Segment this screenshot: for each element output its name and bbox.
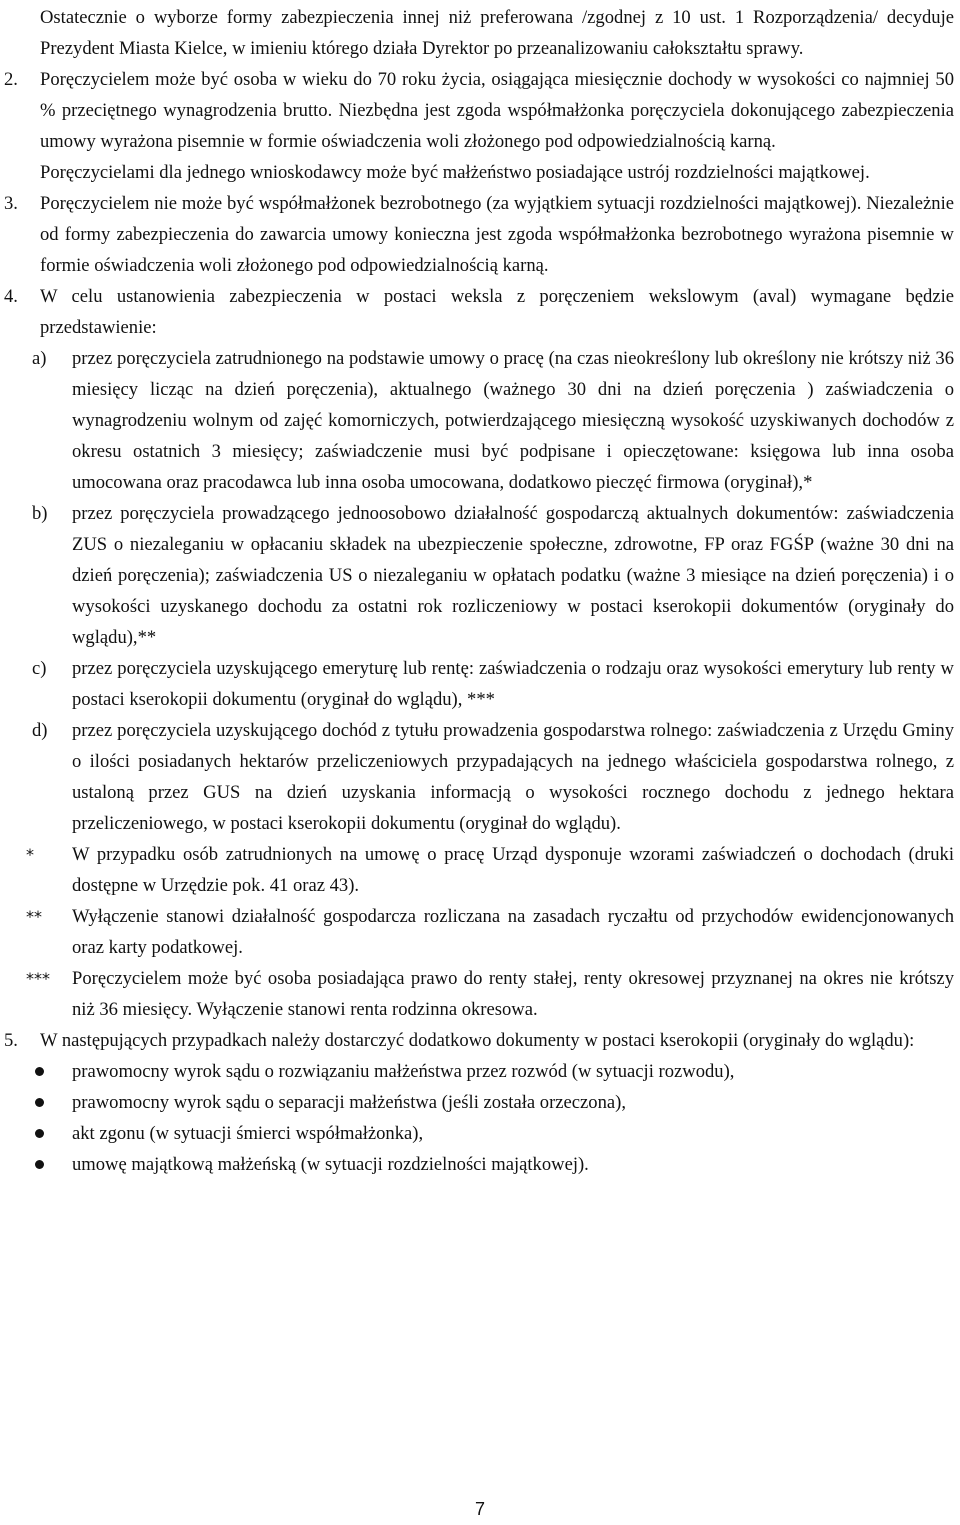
list-item-text: W celu ustanowienia zabezpieczenia w postaci weksla z poręczeniem wekslowym (aval) wymagane będzie przedstawienie: xyxy=(40,286,954,338)
list-item-3 xyxy=(0,188,960,281)
list-marker: 2. xyxy=(4,69,18,90)
footnote-triple-asterisk xyxy=(0,963,960,1025)
sub-item-c xyxy=(0,653,960,715)
list-item-5 xyxy=(0,1025,960,1056)
bullet-dot-icon xyxy=(35,1098,44,1107)
list-item-4 xyxy=(0,281,960,343)
footnote-double-asterisk xyxy=(0,901,960,963)
sub-marker: d) xyxy=(32,720,48,741)
bullet-item xyxy=(0,1087,960,1118)
bullet-marker xyxy=(0,1056,72,1087)
bullet-item xyxy=(0,1149,960,1180)
bullet-text: prawomocny wyrok sądu o rozwiązaniu małżeństwa przez rozwód (w sytuacji rozwodu), xyxy=(72,1061,735,1082)
list-item-2 xyxy=(0,64,960,157)
footnote-marker: * xyxy=(26,845,34,864)
list-item-continuation: Poręczycielami dla jednego wnioskodawcy może być małżeństwo posiadające ustrój rozdzielności majątkowej. xyxy=(40,162,870,183)
list-marker: 4. xyxy=(4,286,18,307)
sub-item-a xyxy=(0,343,960,498)
sub-marker: a) xyxy=(32,348,47,369)
list-item-text: Poręczycielem nie może być współmałżonek bezrobotnego (za wyjątkiem sytuacji rozdzielności majątkowej). Niezależnie od formy zabezpieczenia do zawarcia umowy konieczna jest zgoda współmałżonka bezrobotnego wyrażona pisemnie w formie oświadczenia woli złożonego pod odpowiedzialnością karną. xyxy=(40,193,954,276)
footnote-marker: *** xyxy=(26,969,50,988)
page-number: 7 xyxy=(474,1499,485,1519)
bullet-text: umowę majątkową małżeńską (w sytuacji rozdzielności majątkowej). xyxy=(72,1154,589,1175)
footnote-text: Wyłączenie stanowi działalność gospodarcza rozliczana na zasadach ryczałtu od przychodów ewidencjonowanych oraz karty podatkowej. xyxy=(72,906,954,958)
bullet-item xyxy=(0,1056,960,1087)
list-item-text: W następujących przypadkach należy dostarczyć dodatkowo dokumenty w postaci kserokopii (oryginały do wglądu): xyxy=(40,1030,915,1051)
sub-item-text: przez poręczyciela zatrudnionego na podstawie umowy o pracę (na czas nieokreślony lub określony nie krótszy niż 36 miesięcy licząc na dzień poręczenia), aktualnego (ważnego 30 dni na dzień poręczenia ) zaświadczenia o wynagrodzeniu wolnym od zajęć komorniczych, potwierdzającego miesięczną wysokość uzyskiwanych dochodów z okresu ostatnich 3 miesięcy; zaświadczenie musi być podpisane i opieczętowane: księgowa lub inna osoba umocowana oraz pracodawca lub inna osoba umocowana, dodatkowo pieczęć firmowa (oryginał),* xyxy=(72,348,954,493)
intro-paragraph: Ostatecznie o wyborze formy zabezpieczenia innej niż preferowana /zgodnej z 10 ust. 1 Rozporządzenia/ decyduje Prezydent Miasta Kielce, w imieniu którego działa Dyrektor po przeanalizowaniu całokształtu sprawy. xyxy=(40,7,954,59)
bullet-text: prawomocny wyrok sądu o separacji małżeństwa (jeśli została orzeczona), xyxy=(72,1092,626,1113)
bullet-marker xyxy=(0,1087,72,1118)
bullet-dot-icon xyxy=(35,1160,44,1169)
bullet-item xyxy=(0,1118,960,1149)
bullet-marker xyxy=(0,1118,72,1149)
footnote-marker: ** xyxy=(26,907,42,926)
sub-marker: b) xyxy=(32,503,48,524)
footnote-single-asterisk xyxy=(0,839,960,901)
bullet-dot-icon xyxy=(35,1067,44,1076)
sub-item-text: przez poręczyciela prowadzącego jednoosobowo działalność gospodarczą aktualnych dokumentów: zaświadczenia ZUS o niezaleganiu w opłacaniu składek na ubezpieczenie społeczne, zdrowotne, FP oraz FGŚP (ważne 30 dni na dzień poręczenia); zaświadczenia US o niezaleganiu w opłatach podatku (ważne 3 miesiące na dzień poręczenia) i o wysokości uzyskanego dochodu za ostatni rok rozliczeniowy w postaci kserokopii dokumentów (oryginały do wglądu),** xyxy=(72,503,954,648)
bullet-dot-icon xyxy=(35,1129,44,1138)
sub-item-text: przez poręczyciela uzyskującego dochód z tytułu prowadzenia gospodarstwa rolnego: zaświadczenia z Urzędu Gminy o ilości posiadanych hektarów przeliczeniowych przypadających na jednego właściciela gospodarstwa rolnego, z ustaloną przez GUS na dzień uzyskania informacją o wysokości rocznego dochodu z jednego hektara przeliczeniowego, w postaci kserokopii dokumentu (oryginał do wglądu). xyxy=(72,720,954,834)
sub-item-b xyxy=(0,498,960,653)
bullet-text: akt zgonu (w sytuacji śmierci współmałżonka), xyxy=(72,1123,424,1144)
sub-marker: c) xyxy=(32,658,47,679)
bullet-marker xyxy=(0,1149,72,1180)
sub-item-d xyxy=(0,715,960,839)
list-marker: 3. xyxy=(4,193,18,214)
list-marker: 5. xyxy=(4,1030,18,1051)
footnote-text: W przypadku osób zatrudnionych na umowę o pracę Urząd dysponuje wzorami zaświadczeń o dochodach (druki dostępne w Urzędzie pok. 41 oraz 43). xyxy=(72,844,954,896)
list-item-text: Poręczycielem może być osoba w wieku do 70 roku życia, osiągająca miesięcznie dochody w wysokości co najmniej 50 % przeciętnego wynagrodzenia brutto. Niezbędna jest zgoda współmałżonka poręczyciela dokonującego zabezpieczenia umowy wyrażona pisemnie w formie oświadczenia woli złożonego pod odpowiedzialnością karną. xyxy=(40,69,954,152)
sub-item-text: przez poręczyciela uzyskującego emeryturę lub rentę: zaświadczenia o rodzaju oraz wysokości emerytury lub renty w postaci kserokopii dokumentu (oryginał do wglądu), *** xyxy=(72,658,954,710)
footnote-text: Poręczycielem może być osoba posiadająca prawo do renty stałej, renty okresowej przyznanej na okres nie krótszy niż 36 miesięcy. Wyłączenie stanowi renta rodzinna okresowa. xyxy=(72,968,954,1020)
document-body xyxy=(0,2,960,1180)
